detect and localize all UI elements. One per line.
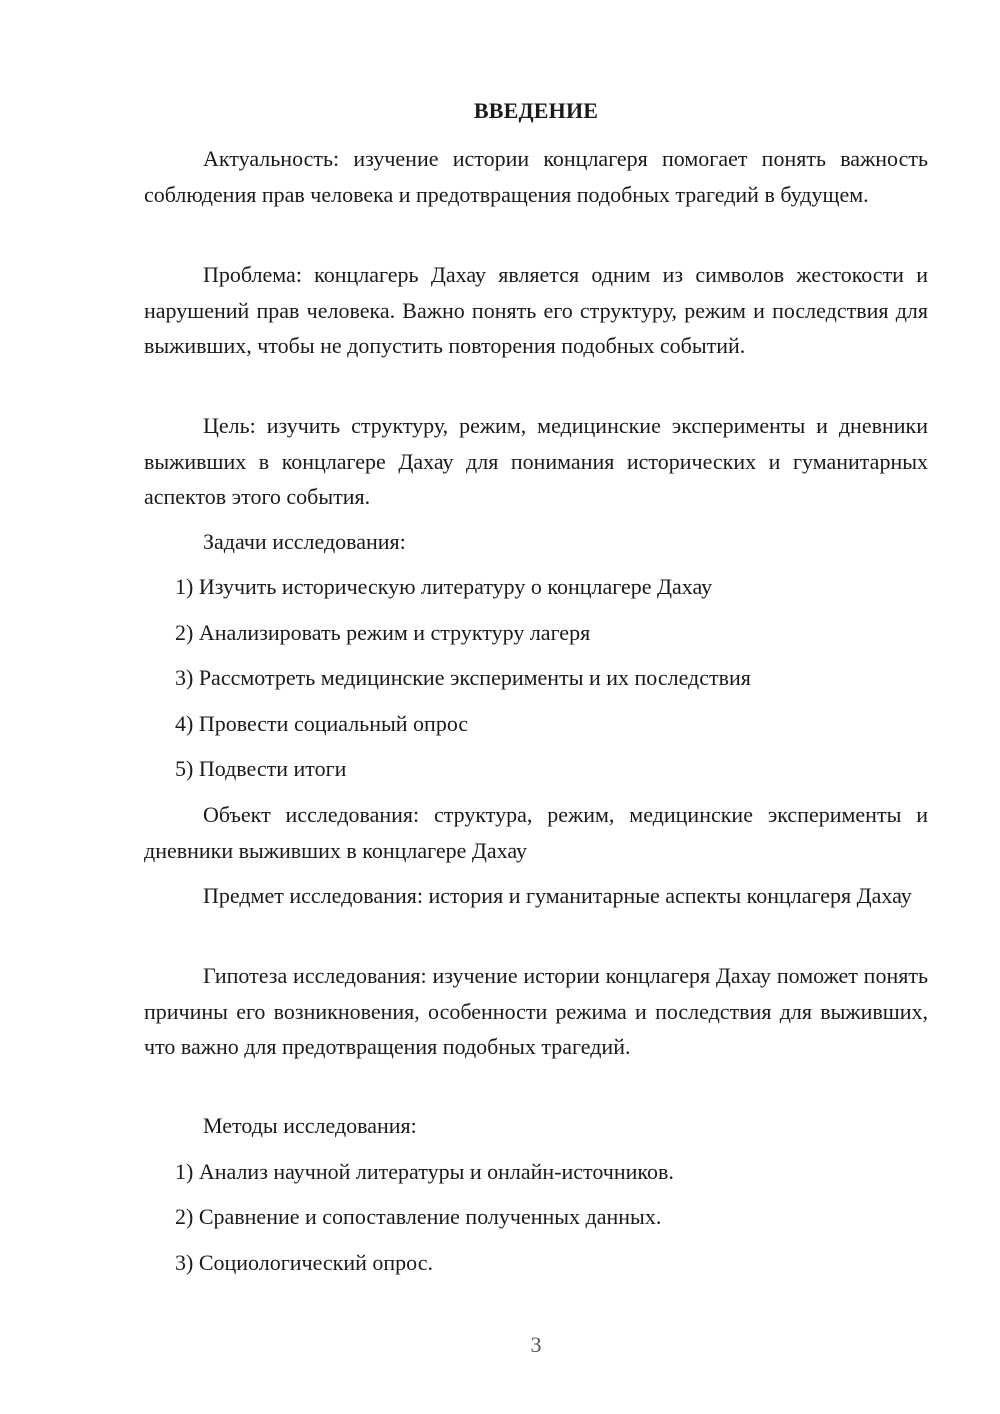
subject-paragraph: Предмет исследования: история и гуманитарные аспекты концлагеря Дахау (203, 883, 912, 908)
task-item: 5) Подвести итоги (175, 756, 347, 781)
page-title: ВВЕДЕНИЕ (473, 98, 599, 123)
task-item: 3) Рассмотреть медицинские эксперименты и их последствия (175, 665, 751, 690)
goal-paragraph: Цель: изучить структуру, режим, медицинские эксперименты и дневники выживших в концлагере Дахау для понимания исторических и гуманитарных аспектов этого события. (144, 413, 928, 509)
method-item: 1) Анализ научной литературы и онлайн-источников. (175, 1159, 674, 1184)
task-item: 1) Изучить историческую литературу о концлагере Дахау (175, 574, 713, 599)
task-item: 2) Анализировать режим и структуру лагеря (175, 620, 591, 645)
method-item: 3) Социологический опрос. (175, 1250, 433, 1275)
method-item: 2) Сравнение и сопоставление полученных данных. (175, 1204, 662, 1229)
relevance-paragraph: Актуальность: изучение истории концлагеря помогает понять важность соблюдения прав человека и предотвращения подобных трагедий в будущем. (144, 146, 928, 207)
object-paragraph: Объект исследования: структура, режим, медицинские эксперименты и дневники выживших в концлагере Дахау (144, 802, 928, 863)
tasks-heading: Задачи исследования: (203, 529, 406, 554)
page-number: 3 (530, 1332, 542, 1357)
methods-heading: Методы исследования: (203, 1113, 417, 1138)
problem-paragraph: Проблема: концлагерь Дахау является одним из символов жестокости и нарушений прав человека. Важно понять его структуру, режим и последствия для выживших, чтобы не допустить повторения подобных событий. (144, 262, 928, 358)
task-item: 4) Провести социальный опрос (175, 711, 469, 736)
hypothesis-paragraph: Гипотеза исследования: изучение истории концлагеря Дахау поможет понять причины его возникновения, особенности режима и последствия для выживших, что важно для предотвращения подобных трагедий. (144, 963, 928, 1059)
